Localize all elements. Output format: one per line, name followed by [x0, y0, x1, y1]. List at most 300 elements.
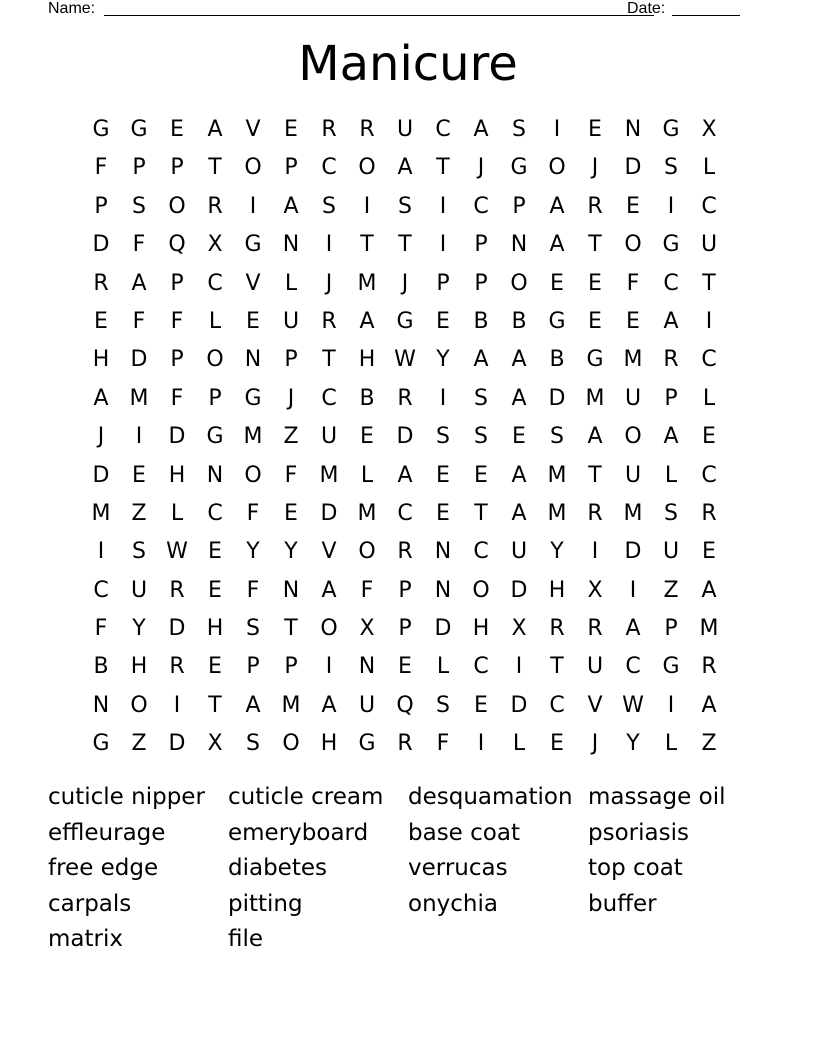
grid-letter: G [92, 731, 110, 757]
grid-letter: D [168, 731, 186, 757]
word-list-item: verrucas [408, 855, 508, 881]
grid-letter: I [705, 308, 713, 334]
grid-letter: S [246, 616, 260, 642]
grid-letter: O [282, 731, 300, 757]
grid-letter: E [170, 117, 184, 142]
page-title: Manicure [298, 36, 518, 92]
grid-letter: O [244, 462, 262, 488]
word-list-item: emeryboard [228, 819, 369, 846]
grid-letter: G [244, 232, 262, 258]
grid-letter: M [585, 385, 605, 411]
grid-letter: O [624, 424, 642, 450]
grid-letter: S [664, 155, 678, 181]
grid-letter: M [547, 462, 567, 488]
grid-letter: C [625, 654, 641, 680]
grid-letter: D [434, 616, 452, 642]
grid-letter: I [477, 731, 485, 757]
grid-letter: O [206, 347, 224, 373]
grid-letter: Y [550, 539, 564, 565]
grid-letter: T [588, 232, 602, 258]
grid-letter: W [622, 692, 644, 718]
grid-letter: Z [701, 731, 717, 757]
grid-letter: D [624, 539, 642, 565]
grid-letter: P [284, 155, 298, 181]
grid-letter: P [474, 270, 488, 296]
grid-letter: A [663, 308, 679, 334]
grid-letter: G [662, 117, 680, 142]
grid-letter: C [473, 539, 489, 565]
grid-letter: T [360, 232, 374, 258]
word-list-item: matrix [48, 926, 123, 952]
grid-letter: R [701, 500, 717, 526]
grid-letter: C [93, 577, 109, 603]
grid-letter: E [474, 692, 488, 718]
grid-letter: S [398, 193, 412, 219]
grid-letter: D [168, 424, 186, 450]
grid-letter: P [94, 193, 108, 219]
grid-letter: P [398, 577, 412, 603]
grid-letter: S [474, 385, 488, 411]
grid-letter: P [664, 385, 678, 411]
grid-letter: B [93, 654, 109, 680]
grid-letter: O [510, 270, 528, 296]
date-blank-line [672, 15, 740, 16]
grid-letter: F [284, 462, 298, 488]
grid-letter: S [322, 193, 336, 219]
grid-letter: Y [246, 539, 260, 565]
grid-letter: R [169, 577, 185, 603]
grid-letter: P [512, 193, 526, 219]
grid-letter: I [173, 692, 181, 718]
grid-letter: X [359, 616, 375, 642]
grid-letter: E [132, 462, 146, 488]
grid-letter: P [170, 155, 184, 181]
grid-letter: U [130, 577, 148, 603]
grid-letter: I [439, 232, 447, 258]
grid-letter: X [701, 117, 717, 142]
grid-letter: P [436, 270, 450, 296]
grid-letter: H [358, 347, 376, 373]
grid-letter: J [591, 731, 599, 757]
grid-letter: N [206, 462, 224, 488]
grid-letter: G [396, 308, 414, 334]
grid-letter: P [208, 385, 222, 411]
grid-letter: J [477, 155, 485, 181]
grid-letter: S [512, 117, 526, 142]
grid-letter: M [623, 347, 643, 373]
grid-letter: O [168, 193, 186, 219]
grid-letter: M [319, 462, 339, 488]
grid-letter: P [170, 347, 184, 373]
grid-letter: O [358, 539, 376, 565]
grid-letter: R [207, 193, 223, 219]
grid-letter: D [92, 232, 110, 258]
word-list-item: buffer [588, 890, 657, 917]
grid-letter: R [549, 616, 565, 642]
grid-letter: H [168, 462, 186, 488]
grid-letter: B [359, 385, 375, 411]
word-list-item: cuticle nipper [48, 784, 205, 810]
grid-letter: I [135, 424, 143, 450]
grid-letter: J [401, 270, 409, 296]
grid-letter: J [287, 385, 295, 411]
grid-letter: A [321, 692, 337, 718]
grid-letter: M [243, 424, 263, 450]
grid-letter: R [359, 117, 375, 142]
grid-letter: A [511, 500, 527, 526]
grid-letter: V [245, 270, 261, 296]
grid-letter: Y [284, 539, 298, 565]
grid-letter: T [208, 692, 222, 718]
grid-letter: A [473, 117, 489, 142]
grid-letter: L [664, 462, 678, 488]
grid-letter: E [436, 462, 450, 488]
grid-letter: S [436, 692, 450, 718]
worksheet-header [48, 0, 748, 20]
grid-letter: A [131, 270, 147, 296]
grid-letter: D [92, 462, 110, 488]
grid-letter: A [663, 424, 679, 450]
grid-letter: A [397, 462, 413, 488]
grid-letter: C [701, 347, 717, 373]
grid-letter: Z [283, 424, 299, 450]
grid-letter: T [588, 462, 602, 488]
grid-letter: D [624, 155, 642, 181]
grid-letter: U [624, 462, 642, 488]
grid-letter: T [208, 155, 222, 181]
grid-letter: I [629, 577, 637, 603]
name-label: Name: [48, 0, 96, 17]
grid-letter: I [325, 654, 333, 680]
grid-letter: B [511, 308, 527, 334]
grid-letter: G [586, 347, 604, 373]
grid-letter: F [626, 270, 640, 296]
word-list-item: top coat [588, 855, 683, 881]
grid-letter: R [321, 117, 337, 142]
grid-letter: S [550, 424, 564, 450]
grid-letter: Z [131, 731, 147, 757]
grid-letter: E [398, 654, 412, 680]
grid-letter: R [321, 308, 337, 334]
grid-letter: N [434, 539, 452, 565]
grid-letter: R [587, 193, 603, 219]
grid-letter: F [132, 308, 146, 334]
grid-letter: R [663, 347, 679, 373]
grid-letter: E [474, 462, 488, 488]
grid-letter: U [282, 308, 300, 334]
grid-letter: I [439, 193, 447, 219]
grid-letter: N [282, 232, 300, 258]
grid-letter: A [587, 424, 603, 450]
grid-letter: A [321, 577, 337, 603]
grid-letter: O [472, 577, 490, 603]
grid-letter: A [511, 462, 527, 488]
grid-letter: S [664, 500, 678, 526]
grid-letter: I [553, 117, 561, 142]
grid-letter: L [664, 731, 678, 757]
grid-letter: E [284, 117, 298, 142]
grid-letter: L [512, 731, 526, 757]
grid-letter: U [624, 385, 642, 411]
grid-letter: D [396, 424, 414, 450]
grid-letter: M [357, 500, 377, 526]
grid-letter: S [246, 731, 260, 757]
grid-letter: D [130, 347, 148, 373]
grid-letter: T [474, 500, 488, 526]
grid-letter: L [208, 308, 222, 334]
grid-letter: S [132, 539, 146, 565]
grid-letter: V [321, 539, 337, 565]
grid-letter: T [550, 654, 564, 680]
grid-letter: C [473, 193, 489, 219]
grid-letter: O [130, 692, 148, 718]
grid-letter: X [207, 731, 223, 757]
grid-letter: R [169, 654, 185, 680]
grid-letter: L [702, 155, 716, 181]
grid-letter: L [702, 385, 716, 411]
grid-letter: Z [131, 500, 147, 526]
word-list-item: cuticle cream [228, 784, 384, 810]
grid-letter: J [591, 155, 599, 181]
grid-letter: C [397, 500, 413, 526]
grid-letter: A [93, 385, 109, 411]
grid-letter: Z [663, 577, 679, 603]
grid-letter: E [208, 539, 222, 565]
grid-letter: F [132, 232, 146, 258]
grid-letter: B [549, 347, 565, 373]
grid-letter: F [170, 385, 184, 411]
grid-letter: C [321, 155, 337, 181]
grid-letter: H [472, 616, 490, 642]
grid-letter: X [511, 616, 527, 642]
grid-letter: P [284, 347, 298, 373]
grid-letter: L [436, 654, 450, 680]
grid-letter: Y [626, 731, 640, 757]
grid-letter: E [702, 539, 716, 565]
word-list-item: free edge [48, 855, 159, 881]
grid-letter: C [321, 385, 337, 411]
grid-letter: U [586, 654, 604, 680]
grid-letter: I [667, 692, 675, 718]
word-list [48, 779, 768, 957]
grid-letter: U [510, 539, 528, 565]
grid-letter: N [92, 692, 110, 718]
grid-letter: T [436, 155, 450, 181]
grid-letter: A [207, 117, 223, 142]
grid-letter: V [245, 117, 261, 142]
grid-letter: A [473, 347, 489, 373]
grid-letter: E [512, 424, 526, 450]
grid-letter: R [397, 385, 413, 411]
grid-letter: E [550, 731, 564, 757]
grid-letter: I [515, 654, 523, 680]
grid-letter: R [587, 500, 603, 526]
grid-letter: M [357, 270, 377, 296]
grid-letter: E [550, 270, 564, 296]
grid-letter: P [284, 654, 298, 680]
grid-letter: A [701, 692, 717, 718]
grid-letter: M [91, 500, 111, 526]
grid-letter: Y [132, 616, 146, 642]
grid-letter: U [396, 117, 414, 142]
grid-letter: T [284, 616, 298, 642]
grid-letter: G [206, 424, 224, 450]
grid-letter: C [473, 654, 489, 680]
grid-letter: N [282, 577, 300, 603]
grid-letter: B [473, 308, 489, 334]
grid-letter: I [97, 539, 105, 565]
grid-letter: Y [436, 347, 450, 373]
grid-letter: I [363, 193, 371, 219]
grid-letter: P [132, 155, 146, 181]
grid-letter: R [397, 731, 413, 757]
grid-letter: N [358, 654, 376, 680]
grid-letter: G [92, 117, 110, 142]
grid-letter: I [249, 193, 257, 219]
grid-letter: F [170, 308, 184, 334]
grid-letter: G [662, 232, 680, 258]
word-list-item: pitting [228, 890, 303, 917]
grid-letter: P [664, 616, 678, 642]
grid-letter: E [626, 193, 640, 219]
grid-letter: F [360, 577, 374, 603]
grid-letter: N [434, 577, 452, 603]
grid-letter: N [244, 347, 262, 373]
grid-letter: P [474, 232, 488, 258]
grid-letter: A [549, 232, 565, 258]
grid-letter: D [548, 385, 566, 411]
grid-letter: V [587, 692, 603, 718]
grid-letter: D [510, 692, 528, 718]
grid-letter: E [208, 577, 222, 603]
grid-letter: A [701, 577, 717, 603]
grid-letter: E [588, 308, 602, 334]
grid-letter: F [246, 577, 260, 603]
grid-letter: H [206, 616, 224, 642]
grid-letter: M [281, 692, 301, 718]
grid-letter: O [624, 232, 642, 258]
grid-letter: L [284, 270, 298, 296]
grid-letter: F [94, 616, 108, 642]
grid-letter: P [398, 616, 412, 642]
grid-letter: A [359, 308, 375, 334]
date-label: Date: [627, 0, 666, 17]
grid-letter: C [701, 462, 717, 488]
grid-letter: A [245, 692, 261, 718]
grid-letter: I [439, 385, 447, 411]
word-list-item: psoriasis [588, 819, 689, 846]
grid-letter: H [320, 731, 338, 757]
grid-letter: E [702, 424, 716, 450]
grid-letter: C [207, 500, 223, 526]
word-list-item: onychia [408, 890, 498, 917]
grid-letter: N [624, 117, 642, 142]
grid-letter: J [97, 424, 105, 450]
grid-letter: H [130, 654, 148, 680]
grid-letter: G [510, 155, 528, 181]
grid-letter: E [246, 308, 260, 334]
grid-letter: G [662, 654, 680, 680]
grid-letter: F [436, 731, 450, 757]
grid-letter: W [394, 347, 416, 373]
grid-letter: E [208, 654, 222, 680]
grid-letter: D [320, 500, 338, 526]
word-list-item: effleurage [48, 819, 166, 846]
grid-letter: G [358, 731, 376, 757]
grid-letter: U [358, 692, 376, 718]
word-list-item: file [228, 926, 264, 952]
grid-letter: E [360, 424, 374, 450]
grid-letter: A [511, 385, 527, 411]
grid-letter: X [207, 232, 223, 258]
grid-letter: E [588, 270, 602, 296]
name-blank-line [104, 15, 654, 16]
grid-letter: S [132, 193, 146, 219]
grid-letter: C [701, 193, 717, 219]
grid-letter: T [398, 232, 412, 258]
word-list-item: base coat [408, 819, 520, 846]
grid-letter: O [548, 155, 566, 181]
grid-letter: S [436, 424, 450, 450]
grid-letter: C [435, 117, 451, 142]
grid-letter: H [92, 347, 110, 373]
grid-letter: A [283, 193, 299, 219]
grid-letter: U [320, 424, 338, 450]
grid-letter: Q [396, 692, 414, 718]
grid-letter: M [547, 500, 567, 526]
grid-letter: A [397, 155, 413, 181]
grid-letter: H [548, 577, 566, 603]
grid-letter: S [474, 424, 488, 450]
grid-letter: Q [168, 232, 186, 258]
grid-letter: I [325, 232, 333, 258]
grid-letter: D [168, 616, 186, 642]
grid-letter: R [587, 616, 603, 642]
grid-letter: M [129, 385, 149, 411]
grid-letter: G [130, 117, 148, 142]
grid-letter: I [667, 193, 675, 219]
grid-letter: O [320, 616, 338, 642]
word-list-item: carpals [48, 890, 132, 917]
grid-letter: P [246, 654, 260, 680]
grid-letter: N [510, 232, 528, 258]
grid-letter: R [397, 539, 413, 565]
grid-letter: C [549, 692, 565, 718]
grid-letter: E [588, 117, 602, 142]
letter-grid [82, 111, 728, 764]
grid-letter: A [625, 616, 641, 642]
grid-letter: E [626, 308, 640, 334]
grid-letter: E [436, 308, 450, 334]
grid-letter: A [549, 193, 565, 219]
grid-letter: E [94, 308, 108, 334]
word-list-item: desquamation [408, 784, 573, 810]
grid-letter: C [207, 270, 223, 296]
grid-letter: O [244, 155, 262, 181]
word-list-item: massage oil [588, 784, 726, 810]
grid-letter: P [170, 270, 184, 296]
grid-letter: R [93, 270, 109, 296]
word-list-item: diabetes [228, 855, 327, 881]
grid-letter: L [170, 500, 184, 526]
grid-letter: M [699, 616, 719, 642]
grid-letter: D [510, 577, 528, 603]
grid-letter: I [591, 539, 599, 565]
grid-letter: E [436, 500, 450, 526]
grid-letter: C [663, 270, 679, 296]
grid-letter: T [702, 270, 716, 296]
grid-letter: T [322, 347, 336, 373]
